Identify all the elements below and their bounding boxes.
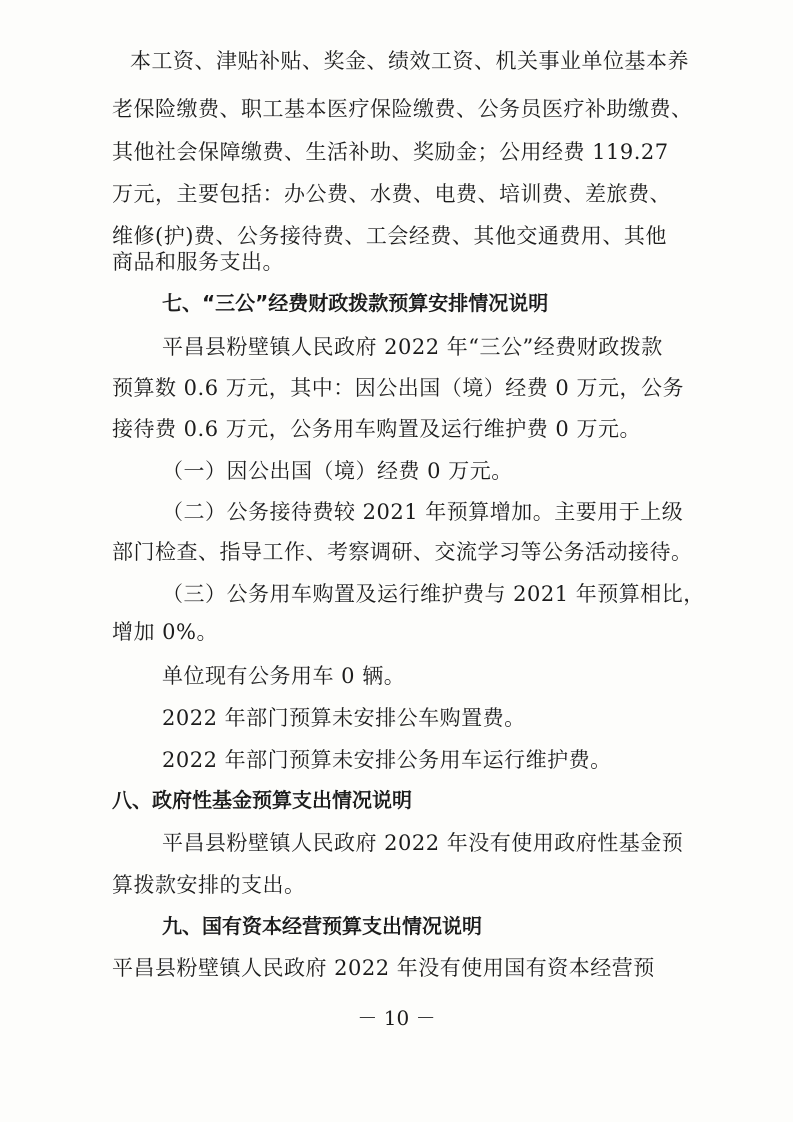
- body-line: 预算数 0.6 万元，其中：因公出国（境）经费 0 万元，公务: [112, 376, 684, 400]
- body-line: 本工资、津贴补贴、奖金、绩效工资、机关事业单位基本养: [130, 49, 689, 73]
- body-line: （二）公务接待费较 2021 年预算增加。主要用于上级: [162, 500, 684, 524]
- body-line: 部门检查、指导工作、考察调研、交流学习等公务活动接待。: [112, 540, 693, 564]
- body-line: 算拨款安排的支出。: [112, 873, 306, 897]
- body-line: 平昌县粉壁镇人民政府 2022 年没有使用国有资本经营预: [112, 956, 655, 980]
- body-line: 2022 年部门预算未安排公车购置费。: [162, 706, 526, 730]
- body-line: 平昌县粉壁镇人民政府 2022 年“三公”经费财政拨款: [162, 335, 663, 359]
- body-line: 维修(护)费、公务接待费、工会经费、其他交通费用、其他: [112, 224, 667, 248]
- body-line: 其他社会保障缴费、生活补助、奖励金；公用经费 119.27: [112, 140, 669, 164]
- body-line: 平昌县粉壁镇人民政府 2022 年没有使用政府性基金预: [162, 831, 684, 855]
- body-line: 接待费 0.6 万元，公务用车购置及运行维护费 0 万元。: [112, 417, 641, 441]
- body-line: 万元，主要包括：办公费、水费、电费、培训费、差旅费、: [112, 182, 671, 206]
- body-line: （一）因公出国（境）经费 0 万元。: [162, 459, 513, 483]
- body-line: 2022 年部门预算未安排公务用车运行维护费。: [162, 748, 612, 772]
- body-line: 商品和服务支出。: [112, 250, 284, 274]
- section-heading-8: 八、政府性基金预算支出情况说明: [112, 788, 412, 812]
- section-heading-7: 七、“三公”经费财政拨款预算安排情况说明: [162, 291, 549, 315]
- body-line: 单位现有公务用车 0 辆。: [162, 664, 406, 688]
- body-line: 老保险缴费、职工基本医疗保险缴费、公务员医疗补助缴费、: [112, 97, 693, 121]
- body-line: 增加 0%。: [112, 620, 218, 644]
- body-line: （三）公务用车购置及运行维护费与 2021 年预算相比，: [162, 582, 705, 606]
- section-heading-9: 九、国有资本经营预算支出情况说明: [162, 914, 482, 938]
- page-number: － 10 －: [357, 1006, 436, 1030]
